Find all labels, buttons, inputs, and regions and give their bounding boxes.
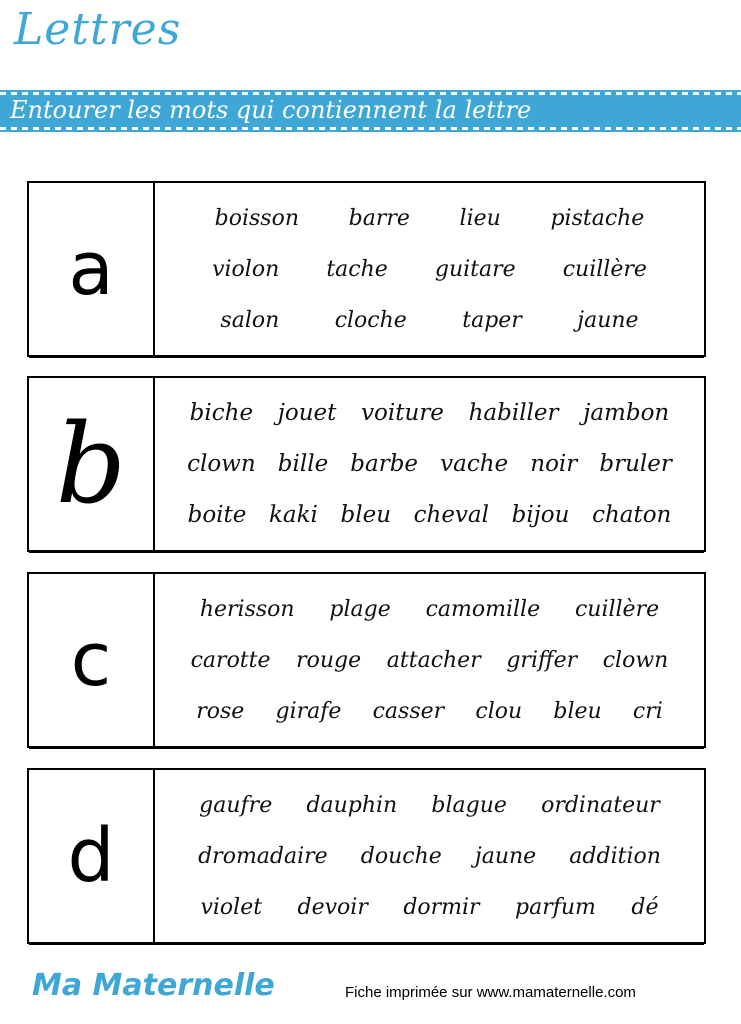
word[interactable]: ordinateur (541, 792, 660, 818)
letter-cell: c (29, 574, 155, 746)
word[interactable]: tache (326, 256, 388, 282)
word[interactable]: rouge (296, 647, 362, 673)
word[interactable]: cloche (334, 307, 407, 333)
instruction-banner (0, 90, 741, 132)
brand-logo: Ma Maternelle (32, 968, 275, 1003)
word[interactable]: barre (348, 205, 410, 231)
word[interactable]: jaune (474, 843, 537, 869)
word[interactable]: bijou (511, 502, 570, 528)
page-title: Lettres (14, 4, 182, 55)
word[interactable]: salon (220, 307, 280, 333)
word-row (165, 439, 694, 490)
word[interactable]: girafe (275, 698, 342, 724)
word[interactable]: addition (569, 843, 661, 869)
word[interactable]: douche (360, 843, 442, 869)
word[interactable]: jouet (277, 400, 337, 426)
word[interactable]: clown (602, 647, 669, 673)
word[interactable]: biche (189, 400, 254, 426)
word[interactable]: devoir (297, 894, 368, 920)
word[interactable]: violon (212, 256, 280, 282)
word[interactable]: herisson (199, 596, 295, 622)
words-cell (155, 378, 704, 550)
word[interactable]: guitare (434, 256, 516, 282)
word[interactable]: violet (200, 894, 263, 920)
word[interactable]: parfum (515, 894, 596, 920)
word[interactable]: bruler (599, 451, 672, 477)
word-row (165, 831, 694, 882)
word[interactable]: gaufre (199, 792, 273, 818)
word[interactable]: bleu (553, 698, 602, 724)
word[interactable]: habiller (468, 400, 559, 426)
word[interactable]: taper (462, 307, 522, 333)
word-row (165, 295, 694, 346)
letter-cell: b (29, 378, 155, 550)
word[interactable]: attacher (386, 647, 481, 673)
word[interactable]: dormir (403, 894, 480, 920)
word[interactable]: kaki (268, 502, 318, 528)
letter-cell: a (29, 183, 155, 355)
word[interactable]: cri (632, 698, 663, 724)
exercise-box-b (27, 376, 706, 552)
word[interactable]: clou (475, 698, 523, 724)
word[interactable]: cheval (413, 502, 489, 528)
word[interactable]: plage (329, 596, 391, 622)
words-cell (155, 574, 704, 746)
word[interactable]: dé (631, 894, 659, 920)
word-row (165, 244, 694, 295)
word[interactable]: chaton (592, 502, 672, 528)
word-row (165, 584, 694, 635)
instruction-text: Entourer les mots qui contiennent la lettre (10, 96, 532, 124)
exercise-box-d (27, 768, 706, 944)
word[interactable]: blague (431, 792, 507, 818)
word-row (165, 686, 694, 737)
word[interactable]: vache (440, 451, 509, 477)
word[interactable]: voiture (361, 400, 444, 426)
word[interactable]: griffer (506, 647, 578, 673)
words-cell (155, 183, 704, 355)
word[interactable]: cuillère (574, 596, 660, 622)
word[interactable]: dauphin (306, 792, 398, 818)
word[interactable]: casser (372, 698, 445, 724)
word[interactable]: camomille (425, 596, 541, 622)
word[interactable]: jambon (583, 400, 670, 426)
word[interactable]: clown (187, 451, 256, 477)
word[interactable]: boisson (214, 205, 299, 231)
word-row (165, 635, 694, 686)
word-row (165, 388, 694, 439)
exercise-box-a (27, 181, 706, 357)
word[interactable]: dromadaire (198, 843, 328, 869)
exercise-box-c (27, 572, 706, 748)
word-row (165, 490, 694, 541)
word[interactable]: noir (530, 451, 578, 477)
word[interactable]: barbe (350, 451, 419, 477)
word-row (165, 193, 694, 244)
word-row (165, 882, 694, 933)
word-row (165, 780, 694, 831)
word[interactable]: pistache (550, 205, 645, 231)
word[interactable]: bleu (340, 502, 392, 528)
word[interactable]: lieu (459, 205, 501, 231)
word[interactable]: boite (187, 502, 247, 528)
word[interactable]: carotte (190, 647, 271, 673)
word[interactable]: rose (196, 698, 245, 724)
word[interactable]: jaune (577, 307, 639, 333)
words-cell (155, 770, 704, 942)
word[interactable]: bille (277, 451, 329, 477)
letter-cell: d (29, 770, 155, 942)
word[interactable]: cuillère (562, 256, 647, 282)
footer-text: Fiche imprimée sur www.mamaternelle.com (345, 984, 636, 1001)
